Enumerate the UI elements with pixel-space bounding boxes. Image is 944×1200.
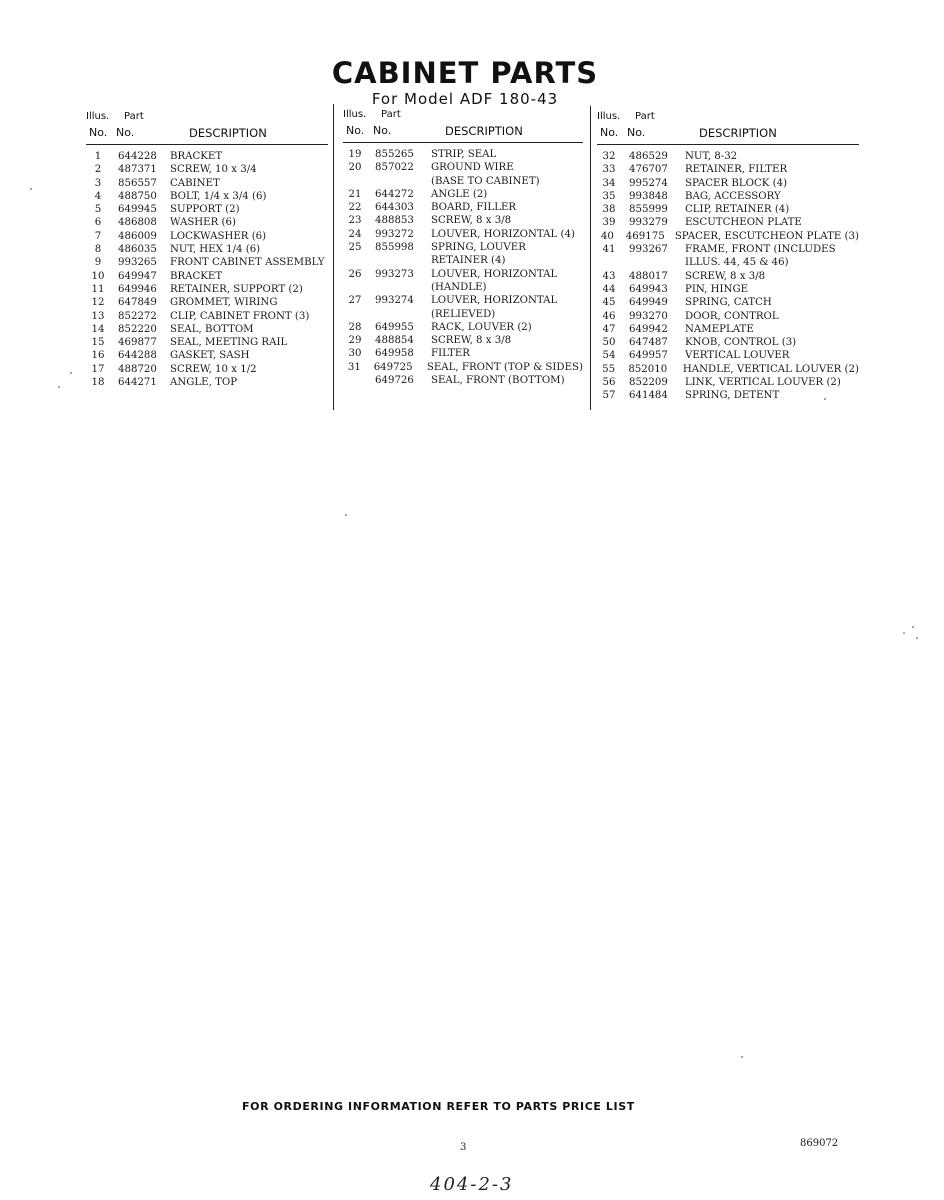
header-rule xyxy=(343,142,583,143)
illus-number: 7 xyxy=(94,230,102,242)
illus-number xyxy=(343,281,367,294)
part-number: 641484 xyxy=(629,390,668,402)
ordering-note: FOR ORDERING INFORMATION REFER TO PARTS PRICE LIST xyxy=(242,1100,635,1113)
header-description: DESCRIPTION xyxy=(445,124,523,138)
part-row xyxy=(86,243,328,256)
illus-number: 17 xyxy=(91,363,105,375)
header-illus: Illus. xyxy=(597,111,621,122)
part-number: 993272 xyxy=(375,228,414,240)
part-number: 855999 xyxy=(629,204,668,216)
illus-number: 13 xyxy=(91,310,105,322)
part-row xyxy=(597,283,859,296)
part-row xyxy=(86,216,328,229)
page-number: 3 xyxy=(460,1142,467,1153)
illus-number: 43 xyxy=(602,270,616,282)
illus-number: 2 xyxy=(94,164,102,176)
part-row xyxy=(343,241,583,254)
part-description: PIN, HINGE xyxy=(685,283,749,295)
document-code: 869072 xyxy=(800,1138,839,1149)
part-number: 649726 xyxy=(375,375,414,387)
illus-number: 10 xyxy=(91,270,105,282)
part-row xyxy=(597,336,859,349)
illus-number: 29 xyxy=(348,335,362,347)
part-number: 993267 xyxy=(629,244,668,256)
part-description: GROMMET, WIRING xyxy=(170,297,278,309)
scan-speck xyxy=(70,372,72,374)
illus-number xyxy=(343,175,367,188)
part-description: BRACKET xyxy=(170,151,223,162)
part-description: (HANDLE) xyxy=(431,281,487,293)
part-number xyxy=(367,175,427,188)
part-number xyxy=(367,281,427,294)
part-description: FRONT CABINET ASSEMBLY xyxy=(170,257,325,269)
parts-list xyxy=(86,150,328,389)
part-row xyxy=(86,270,328,283)
illus-number: 50 xyxy=(602,337,616,349)
illus-number: 21 xyxy=(348,188,362,200)
header-rule xyxy=(86,144,328,145)
part-number: 649943 xyxy=(629,283,668,295)
part-description: SPRING, CATCH xyxy=(685,297,772,309)
part-description: SPRING, LOUVER xyxy=(431,242,526,254)
column-header xyxy=(343,109,583,142)
illus-number: 39 xyxy=(602,217,616,229)
illus-number: 11 xyxy=(91,283,105,295)
part-number xyxy=(367,308,427,321)
part-number: 852209 xyxy=(629,377,668,389)
part-number: 995274 xyxy=(629,177,668,189)
part-description: SUPPORT (2) xyxy=(170,204,240,216)
illus-number: 47 xyxy=(602,323,616,335)
part-row xyxy=(343,201,583,214)
part-row xyxy=(343,321,583,334)
part-description: SCREW, 8 x 3/8 xyxy=(431,215,512,227)
parts-column-2 xyxy=(343,109,583,387)
part-row xyxy=(597,190,859,203)
illus-number: 26 xyxy=(348,268,362,280)
part-row xyxy=(343,281,583,294)
part-description: HANDLE, VERTICAL LOUVER (2) xyxy=(682,363,859,375)
part-description: FRAME, FRONT (INCLUDES xyxy=(685,244,836,256)
part-description: NUT, 8-32 xyxy=(685,151,738,162)
part-number: 644272 xyxy=(375,188,414,200)
part-row xyxy=(86,190,328,203)
part-description: ANGLE (2) xyxy=(431,188,488,200)
illus-number: 16 xyxy=(91,350,105,362)
part-description: CLIP, RETAINER (4) xyxy=(685,204,790,216)
illus-number: 18 xyxy=(91,377,105,389)
part-description: RETAINER, SUPPORT (2) xyxy=(170,283,303,295)
illus-number: 27 xyxy=(348,295,362,307)
scan-speck xyxy=(824,398,826,400)
part-description: SCREW, 8 x 3/8 xyxy=(431,335,512,347)
column-header xyxy=(597,111,859,144)
parts-list xyxy=(597,150,859,403)
scan-speck xyxy=(912,626,914,628)
part-number: 993274 xyxy=(375,295,414,307)
part-number: 649955 xyxy=(375,321,414,333)
part-description: STRIP, SEAL xyxy=(431,149,497,160)
illus-number: 6 xyxy=(94,217,102,229)
part-description: WASHER (6) xyxy=(170,217,236,229)
part-number: 486808 xyxy=(118,217,157,229)
part-row xyxy=(597,270,859,283)
illus-number: 8 xyxy=(94,244,102,256)
illus-number: 23 xyxy=(348,215,362,227)
illus-number: 33 xyxy=(602,164,616,176)
part-number: 649945 xyxy=(118,204,157,216)
part-row xyxy=(86,203,328,216)
part-description: SCREW, 8 x 3/8 xyxy=(685,270,766,282)
illus-number: 14 xyxy=(91,323,105,335)
part-number: 993848 xyxy=(629,190,668,202)
header-illus-no: No. xyxy=(600,126,619,139)
part-number: 993279 xyxy=(629,217,668,229)
part-number: 487371 xyxy=(118,164,157,176)
part-number xyxy=(621,256,681,269)
part-number: 488750 xyxy=(118,190,157,202)
part-row xyxy=(343,347,583,360)
part-description: VERTICAL LOUVER xyxy=(685,350,790,362)
part-row xyxy=(343,175,583,188)
scan-speck xyxy=(916,637,918,639)
part-row xyxy=(343,361,583,374)
part-description: SEAL, MEETING RAIL xyxy=(170,337,288,349)
part-description: (BASE TO CABINET) xyxy=(431,175,540,187)
part-description: LINK, VERTICAL LOUVER (2) xyxy=(685,377,841,389)
illus-number: 31 xyxy=(347,361,361,373)
illus-number: 15 xyxy=(91,337,105,349)
part-number: 993270 xyxy=(629,310,668,322)
part-row xyxy=(343,308,583,321)
header-part-no: No. xyxy=(116,126,135,139)
part-row xyxy=(86,336,328,349)
part-row xyxy=(597,163,859,176)
part-row xyxy=(343,228,583,241)
part-row xyxy=(597,177,859,190)
part-row xyxy=(597,296,859,309)
part-row xyxy=(597,363,859,376)
part-description: RETAINER, FILTER xyxy=(685,164,788,176)
part-row xyxy=(343,334,583,347)
part-row xyxy=(343,148,583,161)
part-description: SPRING, DETENT xyxy=(685,390,780,402)
part-number: 647487 xyxy=(629,337,668,349)
illus-number xyxy=(597,256,621,269)
part-number: 488720 xyxy=(118,363,157,375)
illus-number: 19 xyxy=(348,149,362,160)
part-number: 476707 xyxy=(629,164,668,176)
column-header xyxy=(86,111,328,144)
part-description: SCREW, 10 x 1/2 xyxy=(170,363,257,375)
illus-number: 46 xyxy=(602,310,616,322)
part-description: BOARD, FILLER xyxy=(431,202,517,214)
model-subtitle: For Model ADF 180-43 xyxy=(371,90,559,108)
part-description: SPACER BLOCK (4) xyxy=(685,177,788,189)
part-description: GASKET, SASH xyxy=(170,350,250,362)
parts-column-1 xyxy=(86,111,328,389)
illus-number: 55 xyxy=(602,363,616,375)
part-description: BOLT, 1/4 x 3/4 (6) xyxy=(170,190,267,202)
part-number: 649957 xyxy=(629,350,668,362)
part-row xyxy=(597,243,859,256)
part-description: BRACKET xyxy=(170,270,223,282)
illus-number: 4 xyxy=(94,190,102,202)
part-number: 852220 xyxy=(118,323,157,335)
illus-number: 22 xyxy=(348,202,362,214)
page-title: CABINET PARTS xyxy=(331,56,599,90)
scan-speck xyxy=(903,632,905,634)
parts-list xyxy=(343,148,583,387)
illus-number: 3 xyxy=(94,177,102,189)
part-row xyxy=(597,389,859,402)
part-description: SEAL, FRONT (BOTTOM) xyxy=(431,375,565,387)
part-description: SEAL, BOTTOM xyxy=(170,323,254,335)
part-description: RACK, LOUVER (2) xyxy=(431,321,532,333)
illus-number: 41 xyxy=(602,244,616,256)
part-description: ANGLE, TOP xyxy=(170,377,238,389)
illus-number: 54 xyxy=(602,350,616,362)
part-row xyxy=(86,363,328,376)
part-row xyxy=(343,268,583,281)
part-number: 644288 xyxy=(118,350,157,362)
part-row xyxy=(597,323,859,336)
part-number: 993273 xyxy=(375,268,414,280)
header-part: Part xyxy=(381,109,401,120)
illus-number: 9 xyxy=(94,257,102,269)
part-description: ILLUS. 44, 45 & 46) xyxy=(685,257,789,269)
part-row xyxy=(597,150,859,163)
illus-number: 28 xyxy=(348,321,362,333)
illus-number: 38 xyxy=(602,204,616,216)
part-number: 855998 xyxy=(375,242,414,254)
part-number: 993265 xyxy=(118,257,157,269)
part-row xyxy=(86,349,328,362)
parts-column-3 xyxy=(597,111,859,403)
part-number: 488853 xyxy=(375,215,414,227)
illus-number: 5 xyxy=(94,204,102,216)
part-row xyxy=(86,150,328,163)
part-number: 852010 xyxy=(628,363,668,375)
header-description: DESCRIPTION xyxy=(189,126,267,140)
part-description: LOUVER, HORIZONTAL xyxy=(431,268,558,280)
illus-number: 40 xyxy=(600,230,614,242)
illus-number: 12 xyxy=(91,297,105,309)
illus-number: 34 xyxy=(602,177,616,189)
part-row xyxy=(86,256,328,269)
part-description: LOUVER, HORIZONTAL (4) xyxy=(431,228,575,240)
part-number: 486009 xyxy=(118,230,157,242)
illus-number xyxy=(343,254,367,267)
part-number: 852272 xyxy=(118,310,157,322)
part-row xyxy=(86,163,328,176)
part-number: 486035 xyxy=(118,244,157,256)
illus-number xyxy=(343,374,367,387)
illus-number: 56 xyxy=(602,377,616,389)
part-row xyxy=(597,310,859,323)
part-description: NUT, HEX 1/4 (6) xyxy=(170,244,261,256)
header-part: Part xyxy=(635,111,655,122)
scan-speck xyxy=(741,1056,743,1058)
illus-number: 44 xyxy=(602,283,616,295)
part-row xyxy=(86,310,328,323)
scan-speck xyxy=(58,386,60,388)
header-illus-no: No. xyxy=(346,124,365,137)
column-divider xyxy=(333,104,334,410)
part-row xyxy=(597,203,859,216)
part-description: SCREW, 10 x 3/4 xyxy=(170,164,257,176)
part-row xyxy=(86,376,328,389)
part-description: SPACER, ESCUTCHEON PLATE (3) xyxy=(674,230,859,242)
illus-number: 1 xyxy=(94,151,102,162)
header-part: Part xyxy=(124,111,144,122)
header-illus: Illus. xyxy=(86,111,110,122)
part-row xyxy=(86,230,328,243)
scan-speck xyxy=(345,514,347,516)
header-part-no: No. xyxy=(373,124,392,137)
part-description: ESCUTCHEON PLATE xyxy=(685,217,802,229)
part-description: LOCKWASHER (6) xyxy=(170,230,267,242)
header-rule xyxy=(597,144,859,145)
part-description: KNOB, CONTROL (3) xyxy=(685,337,797,349)
part-number: 644271 xyxy=(118,377,157,389)
illus-number xyxy=(343,308,367,321)
part-row xyxy=(597,216,859,229)
part-row xyxy=(343,214,583,227)
illus-number: 25 xyxy=(348,242,362,254)
illus-number: 24 xyxy=(348,228,362,240)
part-row xyxy=(597,256,859,269)
part-number: 469877 xyxy=(118,337,157,349)
part-row xyxy=(86,283,328,296)
part-number: 644228 xyxy=(118,151,157,162)
part-description: CLIP, CABINET FRONT (3) xyxy=(170,310,310,322)
part-row xyxy=(597,230,859,243)
part-row xyxy=(86,177,328,190)
illus-number: 32 xyxy=(602,151,616,162)
part-row xyxy=(343,254,583,267)
part-number: 649958 xyxy=(375,348,414,360)
part-number: 856557 xyxy=(118,177,157,189)
part-description: DOOR, CONTROL xyxy=(685,310,779,322)
illus-number: 35 xyxy=(602,190,616,202)
part-row xyxy=(597,349,859,362)
header-illus: Illus. xyxy=(343,109,367,120)
handwritten-mark: 404-2-3 xyxy=(430,1174,514,1195)
scan-speck xyxy=(30,188,32,190)
part-description: FILTER xyxy=(431,348,470,360)
part-row xyxy=(343,374,583,387)
header-description: DESCRIPTION xyxy=(699,126,777,140)
part-number: 649942 xyxy=(629,323,668,335)
header-illus-no: No. xyxy=(89,126,108,139)
part-description: NAMEPLATE xyxy=(685,323,754,335)
part-row xyxy=(343,161,583,174)
part-description: LOUVER, HORIZONTAL xyxy=(431,295,558,307)
part-number: 647849 xyxy=(118,297,157,309)
part-number: 649949 xyxy=(629,297,668,309)
part-number: 644303 xyxy=(375,202,414,214)
part-description: (RELIEVED) xyxy=(431,308,496,320)
part-number: 855265 xyxy=(375,149,414,160)
part-row xyxy=(86,323,328,336)
illus-number: 45 xyxy=(602,297,616,309)
part-number: 488854 xyxy=(375,335,414,347)
part-number: 486529 xyxy=(629,151,668,162)
part-number: 857022 xyxy=(375,162,414,174)
header-part-no: No. xyxy=(627,126,646,139)
part-row xyxy=(343,294,583,307)
illus-number: 57 xyxy=(602,390,616,402)
part-row xyxy=(86,296,328,309)
part-description: RETAINER (4) xyxy=(431,255,506,267)
column-divider xyxy=(590,106,591,410)
part-number: 469175 xyxy=(625,230,665,242)
part-row xyxy=(597,376,859,389)
part-number: 649946 xyxy=(118,283,157,295)
part-description: GROUND WIRE xyxy=(431,162,514,174)
illus-number: 20 xyxy=(348,162,362,174)
part-number: 649725 xyxy=(373,361,413,373)
part-number: 488017 xyxy=(629,270,668,282)
part-description: CABINET xyxy=(170,177,220,189)
part-description: SEAL, FRONT (TOP & SIDES) xyxy=(426,361,583,373)
part-number: 649947 xyxy=(118,270,157,282)
part-number xyxy=(367,254,427,267)
part-description: BAG, ACCESSORY xyxy=(685,190,781,202)
part-row xyxy=(343,188,583,201)
illus-number: 30 xyxy=(348,348,362,360)
